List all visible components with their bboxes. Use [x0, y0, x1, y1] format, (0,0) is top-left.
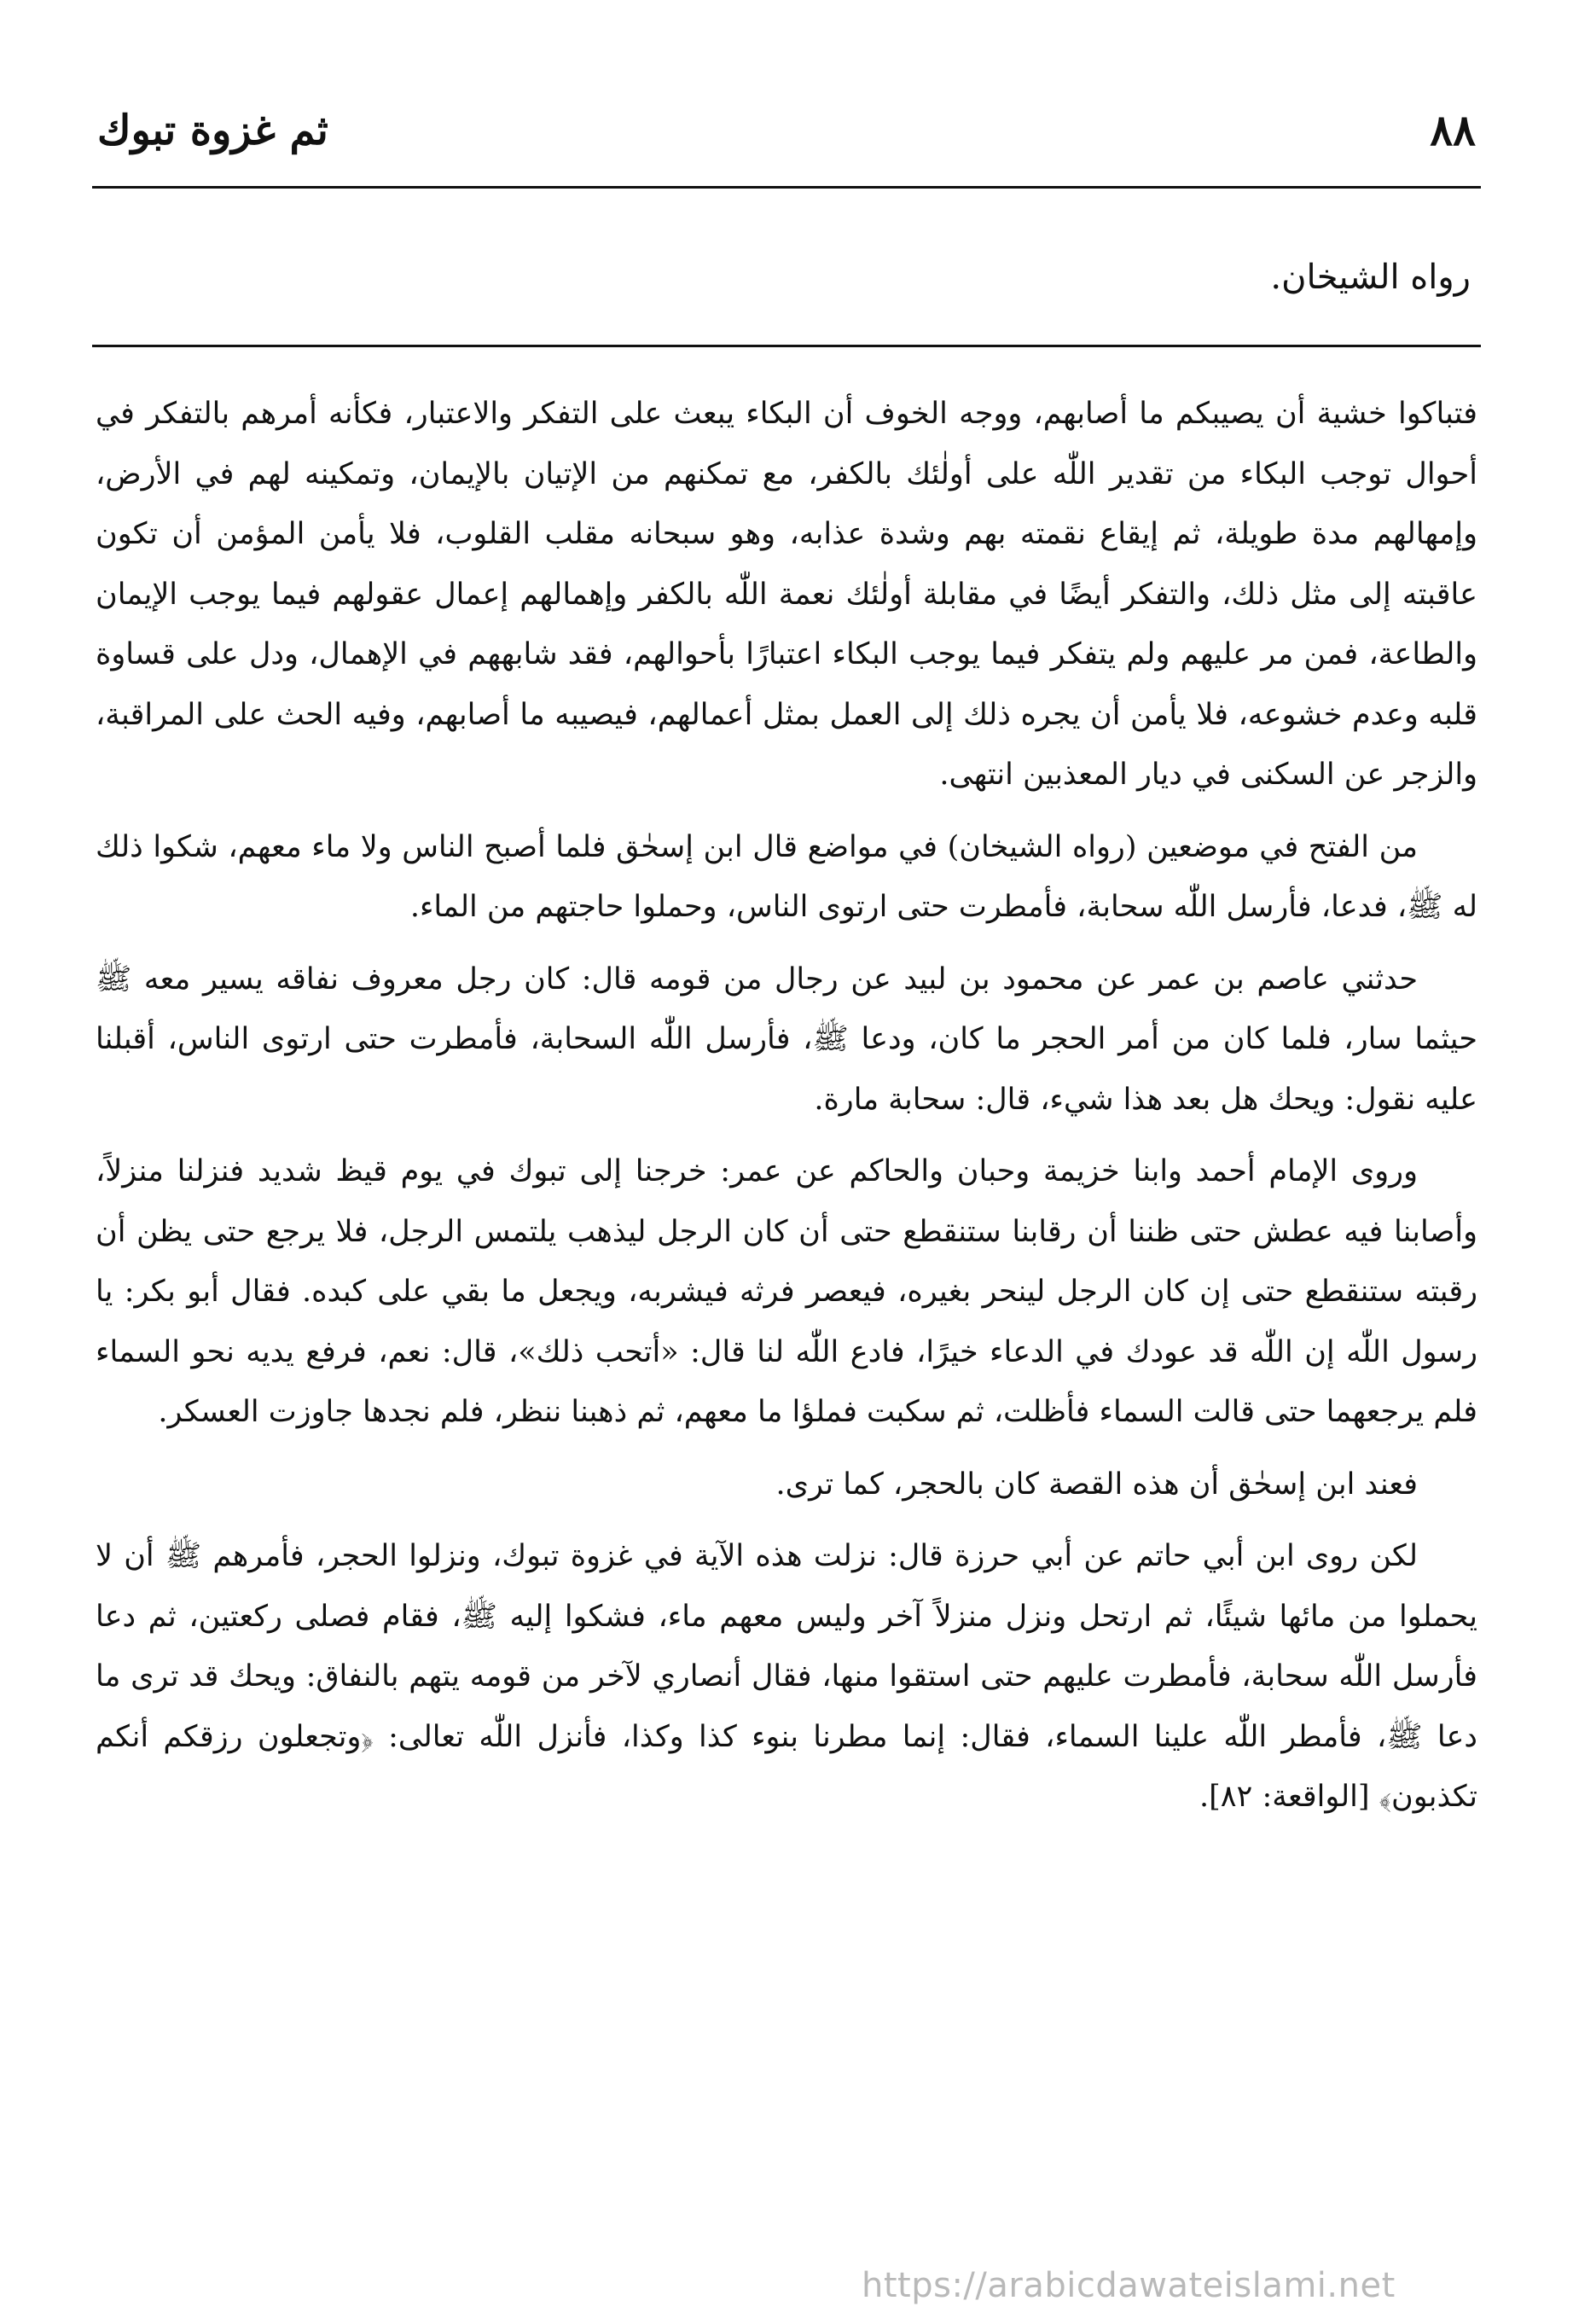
- main-text: [96, 384, 1477, 1839]
- paragraph: حدثني عاصم بن عمر عن محمود بن لبيد عن رجال من قومه قال: كان رجل معروف نفاقه يسير معه ﷺ حيثما سار، فلما كان من أمر الحجر ما كان، ودعا ﷺ، فأرسل اللّٰه السحابة، فأمطرت حتى ارتوى الناس، أقبلنا عليه نقول: ويحك هل بعد هذا شيء، قال: سحابة مارة.: [96, 962, 1477, 1117]
- page-number: ٨٨: [1430, 105, 1476, 155]
- footnote-continuation: رواه الشيخان.: [1270, 258, 1471, 297]
- paragraph: فعند ابن إسحٰق أن هذه القصة كان بالحجر، كما ترى.: [775, 1467, 1418, 1502]
- paragraph: وروى الإمام أحمد وابنا خزيمة وحبان والحاكم عن عمر: خرجنا إلى تبوك في يوم قيظ شديد فنزلنا منزلاً، وأصابنا فيه عطش حتى ظننا أن رقابنا ستنقطع حتى أن كان الرجل ليذهب يلتمس الرجل، فلا يرجع حتى يظن أن رقبته ستنقطع حتى إن كان الرجل لينحر بغيره، فيعصر فرثه فيشربه، ويجعل ما بقي على كبده. فقال أبو بكر: يا رسول اللّٰه إن اللّٰه قد عودك في الدعاء خيرًا، فادع اللّٰه لنا قال: «أتحب ذلك»، قال: نعم، فرفع يديه نحو السماء فلم يرجعهما حتى قالت السماء فأظلت، ثم سكبت فملؤا ما معهم، ثم ذهبنا ننظر، فلم نجدها جاوزت العسكر.: [96, 1154, 1477, 1429]
- paragraph: فتباكوا خشية أن يصيبكم ما أصابهم، ووجه الخوف أن البكاء يبعث على التفكر والاعتبار، فكأنه أمرهم بالتفكر في أحوال توجب البكاء من تقدير اللّٰه على أولٰئك بالكفر، مع تمكنهم من الإتيان بالإيمان، وتمكينه لهم في الأرض، وإمهالهم مدة طويلة، ثم إيقاع نقمته بهم وشدة عذابه، وهو سبحانه مقلب القلوب، فلا يأمن المؤمن أن تكون عاقبته إلى مثل ذلك، والتفكر أيضًا في مقابلة أولٰئك نعمة اللّٰه بالكفر وإهمالهم إعمال عقولهم فيما يوجب الإيمان والطاعة، فمن مر عليهم ولم يتفكر فيما يوجب البكاء اعتبارًا بأحوالهم، فقد شابههم في الإهمال، ودل على قساوة قلبه وعدم خشوعه، فلا يأمن أن يجره ذلك إلى العمل بمثل أعمالهم، فيصيبه ما أصابهم، وفيه الحث على المراقبة، والزجر عن السكنى في ديار المعذبين انتهى.: [96, 397, 1477, 792]
- source-watermark: https://arabicdawateislami.net: [862, 2266, 1396, 2305]
- paragraph: من الفتح في موضعين (رواه الشيخان) في مواضع قال ابن إسحٰق فلما أصبح الناس ولا ماء معهم، شكوا ذلك له ﷺ، فدعا، فأرسل اللّٰه سحابة، فأمطرت حتى ارتوى الناس، وحملوا حاجتهم من الماء.: [96, 829, 1477, 924]
- paragraph: لكن روى ابن أبي حاتم عن أبي حرزة قال: نزلت هذه الآية في غزوة تبوك، ونزلوا الحجر، فأمرهم ﷺ أن لا يحملوا من مائها شيئًا، ثم ارتحل ونزل منزلاً آخر وليس معهم ماء، فشكوا إليه ﷺ، فقام فصلى ركعتين، ثم دعا فأرسل اللّٰه سحابة، فأمطرت عليهم حتى استقوا منها، فقال أنصاري لآخر من قومه يتهم بالنفاق: ويحك قد ترى ما دعا ﷺ، فأمطر اللّٰه علينا السماء، فقال: إنما مطرنا بنوء كذا وكذا، فأنزل اللّٰه تعالى: ﴿وتجعلون رزقكم أنكم تكذبون﴾ [الواقعة: ٨٢].: [96, 1539, 1477, 1814]
- page-header: [92, 101, 1481, 177]
- header-rule: [92, 186, 1481, 189]
- running-title: ثم غزوة تبوك: [97, 107, 328, 154]
- footnote-rule: [92, 345, 1481, 347]
